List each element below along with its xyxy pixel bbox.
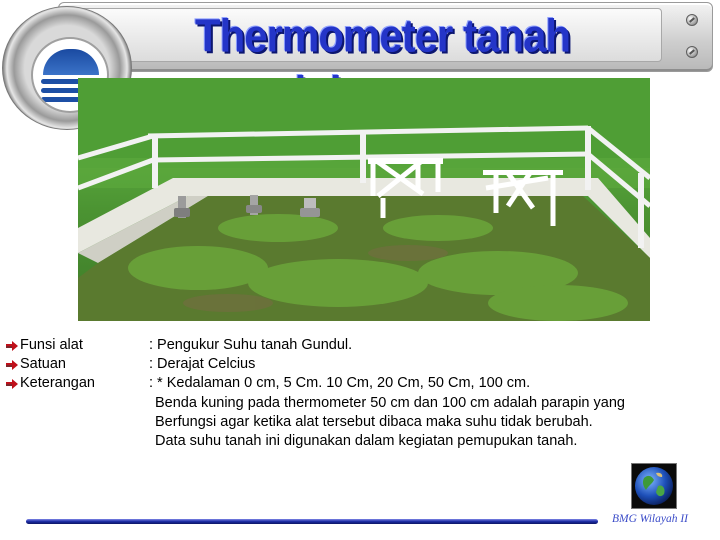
info-value: : Derajat Celcius (149, 356, 256, 372)
arrow-bullet-icon (6, 359, 18, 371)
info-value: : Pengukur Suhu tanah Gundul. (149, 337, 353, 353)
arrow-bullet-icon (6, 340, 18, 352)
info-note-line: Benda kuning pada thermometer 50 cm dan 100 cm adalah parapin yang (155, 395, 625, 411)
info-label: Keterangan (20, 375, 95, 391)
thermometer-photo-illustration (78, 78, 650, 321)
info-label: Funsi alat (20, 337, 83, 353)
info-note-line: Data suhu tanah ini digunakan dalam kegiatan pemupukan tanah. (155, 433, 578, 449)
info-value: : * Kedalaman 0 cm, 5 Cm. 10 Cm, 20 Cm, 50 Cm, 100 cm. (149, 375, 531, 391)
footer-caption: BMG Wilayah II (612, 513, 689, 525)
footer-divider (26, 519, 598, 524)
info-note-line: Berfungsi agar ketika alat tersebut dibaca maka suhu tidak berubah. (155, 414, 593, 430)
globe-icon (631, 463, 677, 509)
arrow-bullet-icon (6, 378, 18, 390)
info-row-fungsi (6, 337, 716, 356)
info-row-satuan (6, 356, 716, 375)
info-label: Satuan (20, 356, 66, 372)
page-title: Thermometer tanah (195, 9, 571, 62)
info-list (6, 337, 716, 457)
thermometer-photo (78, 78, 650, 321)
info-row-keterangan (6, 375, 716, 394)
screw-icon (686, 14, 698, 26)
screw-icon (686, 46, 698, 58)
